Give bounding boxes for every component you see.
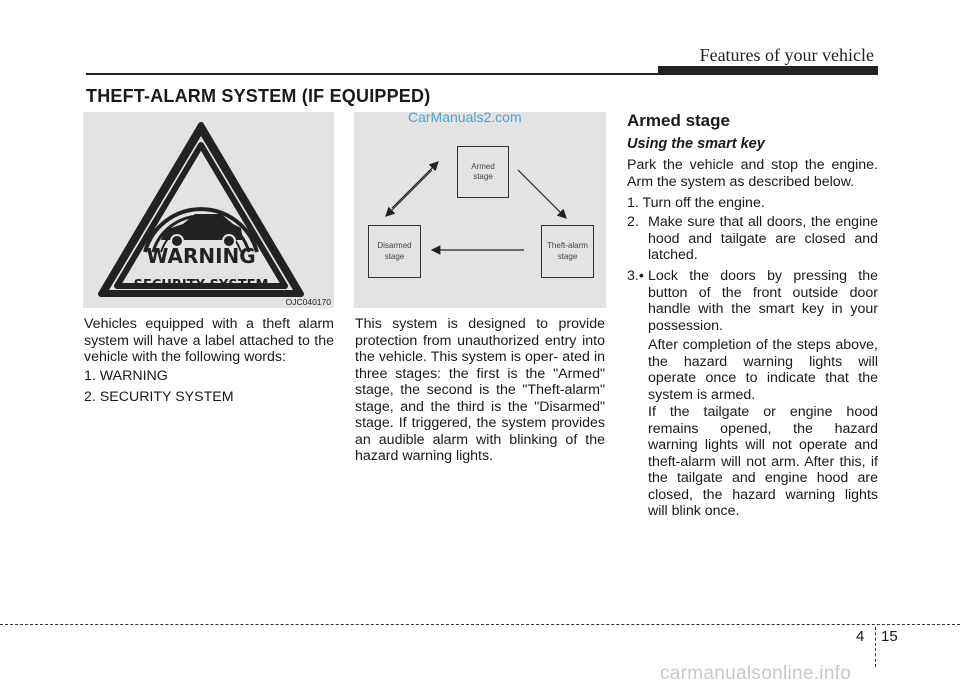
watermark: CarManuals2.com [408,109,522,125]
mid-description: This system is designed to provide protection from unauthorized entry into the vehicle. This system is oper- ated in three stages: the first is the "Armed" stage, the second is the "Theft-alarm" stage, and the third is the "Disarmed" stage. If triggered, the system provides an audible alarm with blinking of the hazard warning lights. [355,316,605,464]
armed-label-line1: Armed [471,161,495,171]
chapter-number: 4 [856,628,865,645]
armed-stage-heading: Armed stage [627,111,730,130]
smart-key-subheading: Using the smart key [627,136,765,152]
disarmed-stage-box [368,225,421,278]
disarmed-label-line2: stage [384,251,405,261]
header-tab-bar [658,66,878,75]
arrow-armed-to-disarmed [386,170,432,216]
theft-label-line1: Theft-alarm [547,241,588,251]
right-para-hood: If the tailgate or engine hood remains opened, the hazard warning lights will not operate and theft-alarm will not arm. After this, if the tailgate and engine hood are closed, the hazard warning lights will blink once. [648,404,878,519]
step-2-text: Make sure that all doors, the engine hood and tailgate are closed and latched. [648,214,878,263]
theft-alarm-stage-box [541,225,594,278]
footer-dashed-rule [0,624,960,625]
section-title: THEFT-ALARM SYSTEM (IF EQUIPPED) [86,86,431,106]
list-item-security: 2. SECURITY SYSTEM [84,389,234,405]
step-3-number: 3.• [627,268,644,284]
stage-arrows [354,112,606,308]
page-number: 15 [881,628,898,645]
label-security-text: SECURITY SYSTEM [133,278,269,293]
security-label-image [83,112,334,308]
step-1: 1. Turn off the engine. [627,195,765,211]
site-watermark: carmanualsonline.info [660,663,852,684]
label-warning-text: WARNING [146,244,256,268]
armed-stage-box [457,146,509,198]
arrow-disarmed-to-armed [392,162,438,208]
theft-label-line2: stage [557,251,578,261]
arrow-armed-to-theft [518,170,566,218]
page-separator [875,627,876,667]
header-title: Features of your vehicle [699,45,874,65]
stage-diagram [354,112,606,308]
right-intro: Park the vehicle and stop the engine. Arm the system as described below. [627,157,878,190]
right-para-armed: After completion of the steps above, the hazard warning lights will operate once to indicate that the system is armed. [648,337,878,403]
warning-triangle-icon [83,112,334,308]
step-3-text: Lock the doors by pressing the button of the front outside door handle with the smart key in your possession. [648,268,878,334]
step-2-number: 2. [627,214,639,230]
image-code: OJC040170 [285,297,331,307]
disarmed-label-line1: Disarmed [377,241,412,251]
header-rule [86,73,658,75]
list-item-warning: 1. WARNING [84,368,168,384]
left-intro: Vehicles equipped with a theft alarm system will have a label attached to the vehicle with the following words: [84,316,334,365]
armed-label-line2: stage [473,172,493,181]
